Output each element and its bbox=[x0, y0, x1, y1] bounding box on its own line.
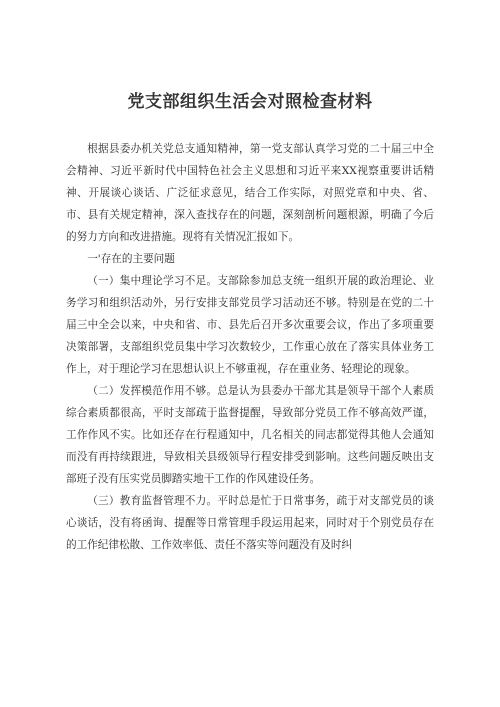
problem-item-3: （三）教育监督管理不力。平时总是忙于日常事务，疏于对支部党员的谈心谈话，没有将函询、提醒等日常管理手段运用起来，同时对于个别党员存在的工作纪律松散、工作效率低、责任不落实等问题没有及时纠 bbox=[66, 495, 434, 552]
section-heading: 一'存在的主要问题 bbox=[87, 253, 175, 266]
document-title: 党支部组织生活会对照检查材料 bbox=[127, 92, 373, 112]
intro-paragraph: 根据县委办机关党总支通知精神，第一党支部认真学习党的二十届三中全会精神、习近平新时代中国特色社会主义思想和习近平来XX视察重要讲话精神、开展谈心谈话、广泛征求意见，结合工作实际，对照党章和中央、省、市、县有关规定精神，深入查找存在的问题，深刻剖析问题根源，明确了今后的努力方向和改进措施。现将有关情况汇报如下。 bbox=[66, 143, 434, 244]
problem-item-2: （二）发挥模范作用不够。总是认为县委办干部尤其是领导干部个人素质综合素质都很高，平时支部疏于监督提醒，导致部分党员工作不够高效严谨，工作作风不实。比如还存在行程通知中，几名相关的同志都觉得其他人会通知而没有再持续跟进，导致相关县级领导行程安排受到影响。这些问题反映出支部班子没有压实党员脚踏实地干工作的作风建设任务。 bbox=[66, 385, 434, 486]
problem-item-1: （一）集中理论学习不足。支部除参加总支统一组织开展的政治理论、业务学习和组织活动外，另行安排支部党员学习活动还不够。特别是在党的二十届三中全会以来，中央和省、市、县先后召开多次重要会议，作出了多项重要决策部署，支部组织党员集中学习次数较少，工作重心放在了落实具体业务工作上，对于理论学习在思想认识上不够重视，存在重业务、轻理论的现象。 bbox=[66, 275, 434, 376]
